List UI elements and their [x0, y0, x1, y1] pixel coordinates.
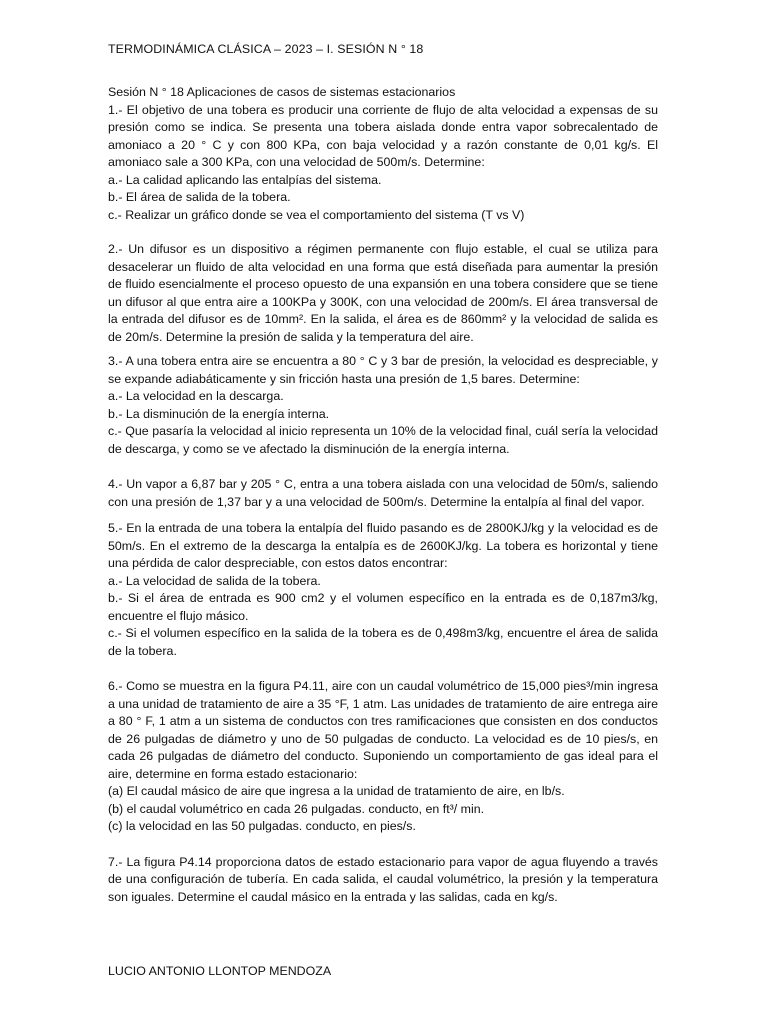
- problem-statement: 1.- El objetivo de una tobera es producir una corriente de flujo de alta velocidad a expensas de su presión como se indica. Se presenta una tobera aislada donde entra vapor sobrecalentado de amoniaco a 20 ° C y con 800 KPa, con baja velocidad y a razón constante de 0,01 kg/s. El amoniaco sale a 300 KPa, con una velocidad de 500m/s. Determine:: [108, 102, 658, 169]
- problem-7: [108, 854, 658, 907]
- document-body: [108, 84, 658, 906]
- problem-item: b.- Si el área de entrada es 900 cm2 y el volumen específico en la entrada es de 0,187m3/kg, encuentre el flujo másico.: [108, 591, 658, 623]
- problem-item: (b) el caudal volumétrico en cada 26 pulgadas. conducto, en ft³/ min.: [108, 801, 485, 816]
- problem-item: c.- Si el volumen específico en la salida de la tobera es de 0,498m3/kg, encuentre el área de salida de la tobera.: [108, 626, 658, 658]
- problem-statement: 2.- Un difusor es un dispositivo a régimen permanente con flujo estable, el cual se utiliza para desacelerar un fluido de alta velocidad en una forma que está diseñada para aumentar la presión de fluido esencialmente el proceso opuesto de una expansión en una tobera considere que se tiene un difusor al que entra aire a 100KPa y 300K, con una velocidad de 200m/s. El área transversal de la entrada del difusor es de 10mm². En la salida, el área es de 860mm² y la velocidad de salida es de 20m/s. Determine la presión de salida y la temperatura del aire.: [108, 242, 658, 344]
- page-header: TERMODINÁMICA CLÁSICA – 2023 – I. SESIÓN N ° 18: [108, 42, 424, 56]
- problem-item: b.- La disminución de la energía interna.: [108, 406, 330, 421]
- problem-item: (c) la velocidad en las 50 pulgadas. conducto, en pies/s.: [108, 819, 416, 833]
- problem-statement: 6.- Como se muestra en la figura P4.11, aire con un caudal volumétrico de 15,000 pies³/min ingresa a una unidad de tratamiento de aire a 35 °F, 1 atm. Las unidades de tratamiento de aire entrega aire a 80 ° F, 1 atm a un sistema de conductos con tres ramificaciones que consisten en dos conductos de 26 pulgadas de diámetro y uno de 50 pulgadas de conducto. La velocidad es de 10 pies/s, en cada 26 pulgadas de diámetro del conducto. Suponiendo un comportamiento de gas ideal para el aire, determine en forma estado estacionario:: [108, 679, 658, 781]
- session-title: Sesión N ° 18 Aplicaciones de casos de sistemas estacionarios: [108, 85, 456, 99]
- problem-statement: 3.- A una tobera entra aire se encuentra a 80 ° C y 3 bar de presión, la velocidad es despreciable, y se expande adiabáticamente y sin fricción hasta una presión de 1,5 bares. Determine:: [108, 354, 658, 386]
- problem-6: [108, 678, 658, 836]
- problem-1: [108, 102, 658, 225]
- problem-statement: 5.- En la entrada de una tobera la entalpía del fluido pasando es de 2800KJ/kg y la velocidad es de 50m/s. En el extremo de la descarga la entalpía es de 2600KJ/kg. La tobera es horizontal y tiene una pérdida de calor despreciable, con estos datos encontrar:: [108, 521, 658, 570]
- problem-5: [108, 520, 658, 660]
- problem-4: [108, 476, 658, 511]
- problem-item: a.- La velocidad de salida de la tobera.: [108, 573, 321, 588]
- problem-item: b.- El área de salida de la tobera.: [108, 190, 291, 204]
- problem-2: [108, 241, 658, 346]
- problem-statement: 7.- La figura P4.14 proporciona datos de estado estacionario para vapor de agua fluyendo a través de una configuración de tubería. En cada salida, el caudal volumétrico, la presión y la temperatura son iguales. Determine el caudal másico en la entrada y las salidas, cada en kg/s.: [108, 854, 658, 904]
- problem-item: c.- Que pasaría la velocidad al inicio representa un 10% de la velocidad final, cuál sería la velocidad de descarga, y como se ve afectado la disminución de la energía interna.: [108, 424, 658, 456]
- problem-3: [108, 353, 658, 458]
- problem-item: a.- La velocidad en la descarga.: [108, 389, 284, 403]
- problem-item: c.- Realizar un gráfico donde se vea el comportamiento del sistema (T vs V): [108, 207, 525, 222]
- problem-item: a.- La calidad aplicando las entalpías del sistema.: [108, 172, 382, 187]
- problem-statement: 4.- Un vapor a 6,87 bar y 205 ° C, entra a una tobera aislada con una velocidad de 50m/s, saliendo con una presión de 1,37 bar y a una velocidad de 500m/s. Determine la entalpía al final del vapor.: [108, 477, 658, 509]
- page-footer-author: LUCIO ANTONIO LLONTOP MENDOZA: [108, 964, 332, 978]
- problem-item: (a) El caudal másico de aire que ingresa a la unidad de tratamiento de aire, en lb/s.: [108, 784, 565, 798]
